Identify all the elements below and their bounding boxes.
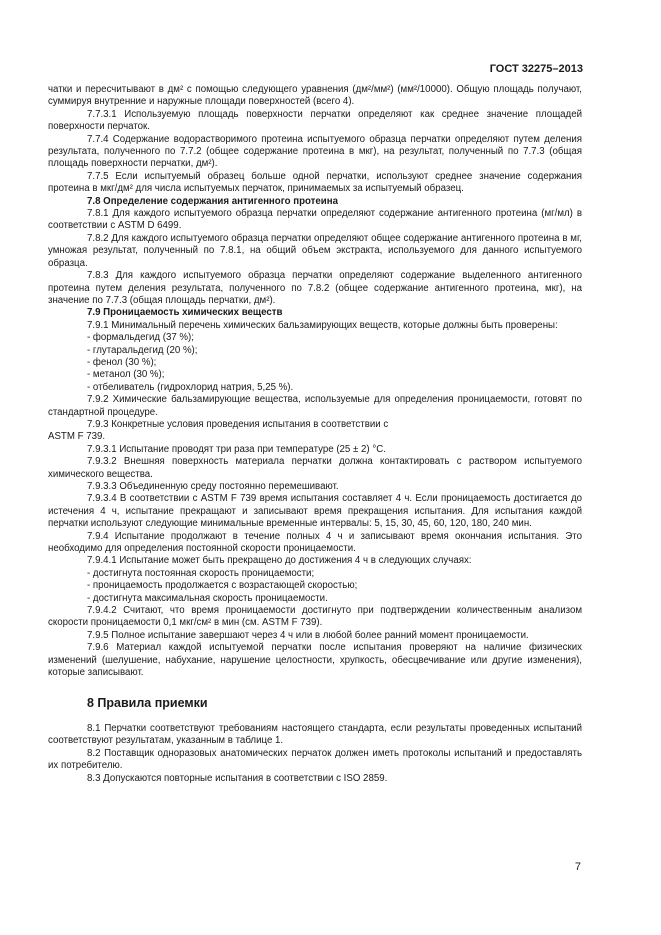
page-number: 7 [574,861,581,873]
paragraph: 7.9.4 Испытание продолжают в течение полных 4 ч и записывают время окончания испытания. Это необходимо для определения постоянной скорости проницаемости. [48,530,582,555]
paragraph: 8.2 Поставщик одноразовых анатомических перчаток должен иметь протоколы испытаний и предоставлять их потребителю. [48,747,582,772]
paragraph: ASTM F 739. [48,431,106,443]
paragraph: 7.9.3 Конкретные условия проведения испытания в соответствии с [87,418,389,430]
section-title: 8 Правила приемки [87,695,208,710]
paragraph: 7.7.3.1 Используемую площадь поверхности перчатки определяют как среднее значение площадей поверхности перчаток. [48,108,582,133]
list-item: - фенол (30 %); [87,356,157,368]
document-body [48,84,582,785]
paragraph: 7.8.1 Для каждого испытуемого образца перчатки определяют содержание антигенного протеина (мг/мл) в соответствии с ASTM D 6499. [48,208,582,232]
paragraph: 7.9.4.2 Считают, что время проницаемости достигнуто при подтверждении количественным анализом скорости проницаемости 0,1 мкг/см² в мин (см. ASTM F 739). [48,605,582,629]
list-item: - достигнута максимальная скорость проницаемости. [87,592,328,604]
paragraph: 7.8.3 Для каждого испытуемого образца перчатки определяют содержание выделенного антигенного протеина путем деления результата, полученного по 7.8.2 (общее содержание антигенного протеина, мкг), на значение по 7.7.3 (общая площадь перчатки, дм²). [48,270,582,306]
paragraph: 7.9.6 Материал каждой испытуемой перчатки после испытания проверяют на наличие физических изменений (шелушение, набухание, нарушение целостности, хрупкость, обесцвечивание или другие изменения), которые записывают. [48,642,582,679]
paragraph: 7.9.3.3 Объединенную среду постоянно перемешивают. [87,481,339,492]
paragraph: 7.9.3.2 Внешняя поверхность материала перчатки должна контактировать с раствором испытуемого химического вещества. [48,456,582,480]
list-item: - формальдегид (37 %); [87,332,194,344]
paragraph: 8.1 Перчатки соответствуют требованиям настоящего стандарта, если результаты проведенных испытаний соответствуют результатам, указанным в таблице 1. [48,722,582,747]
paragraph: 7.9.3.4 В соответствии с ASTM F 739 время испытания составляет 4 ч. Если проницаемость достигается до истечения 4 ч, испытание прекращают и записывают время прекращения испытания. Для испытания каждой перчатки используют следующие минимальные временные интервалы: 5, 15, 30, 45, 60, 120, 180, 240 мин. [48,493,582,530]
subsection-heading: 7.9 Проницаемость химических веществ [87,307,283,319]
paragraph: 7.9.1 Минимальный перечень химических бальзамирующих веществ, которые должны быть проверены: [87,319,558,331]
paragraph: 7.9.4.1 Испытание может быть прекращено до достижения 4 ч в следующих случаях: [87,555,472,567]
paragraph: 7.9.3.1 Испытание проводят три раза при температуре (25 ± 2) °С. [87,443,386,455]
list-item: - глутаральдегид (20 %); [87,344,198,356]
list-item: - достигнута постоянная скорость проницаемости; [87,567,315,579]
document-code: ГОСТ 32275–2013 [489,63,583,75]
list-item: - метанол (30 %); [87,369,165,381]
paragraph: 7.8.2 Для каждого испытуемого образца перчатки определяют общее содержание антигенного протеина в мг, умножая результат, полученный по 7.8.1, на общий объем экстракта, используемого для данного испытуемого образца. [48,232,582,269]
paragraph: 8.3 Допускаются повторные испытания в соответствии с ISO 2859. [87,772,388,784]
paragraph: 7.9.5 Полное испытание завершают через 4 ч или в любой более ранний момент проницаемости. [87,629,529,641]
paragraph: 7.9.2 Химические бальзамирующие вещества, используемые для определения проницаемости, готовят по стандартной процедуре. [48,394,582,418]
list-item: - отбеливатель (гидрохлорид натрия, 5,25 %). [87,381,294,393]
paragraph: чатки и пересчитывают в дм² с помощью следующего уравнения (дм²/мм²) (мм²/10000). Общую площадь получают, суммируя внутренние и наружные площади поверхностей (всего 4). [48,84,582,108]
paragraph: 7.7.4 Содержание водорастворимого протеина испытуемого образца перчатки определяют путем деления результата, полученного по 7.7.2 (общее содержание протеина в мкг), на результат, полученный по 7.7.3 (общая площадь поверхности перчатки, дм²). [48,133,582,170]
subsection-heading: 7.8 Определение содержания антигенного протеина [87,195,338,207]
list-item: - проницаемость продолжается с возрастающей скоростью; [87,580,358,592]
paragraph: 7.7.5 Если испытуемый образец больше одной перчатки, используют среднее значение содержания протеина в мкг/дм² для числа испытуемых перчаток, принимаемых за испытуемый образец. [48,170,582,195]
